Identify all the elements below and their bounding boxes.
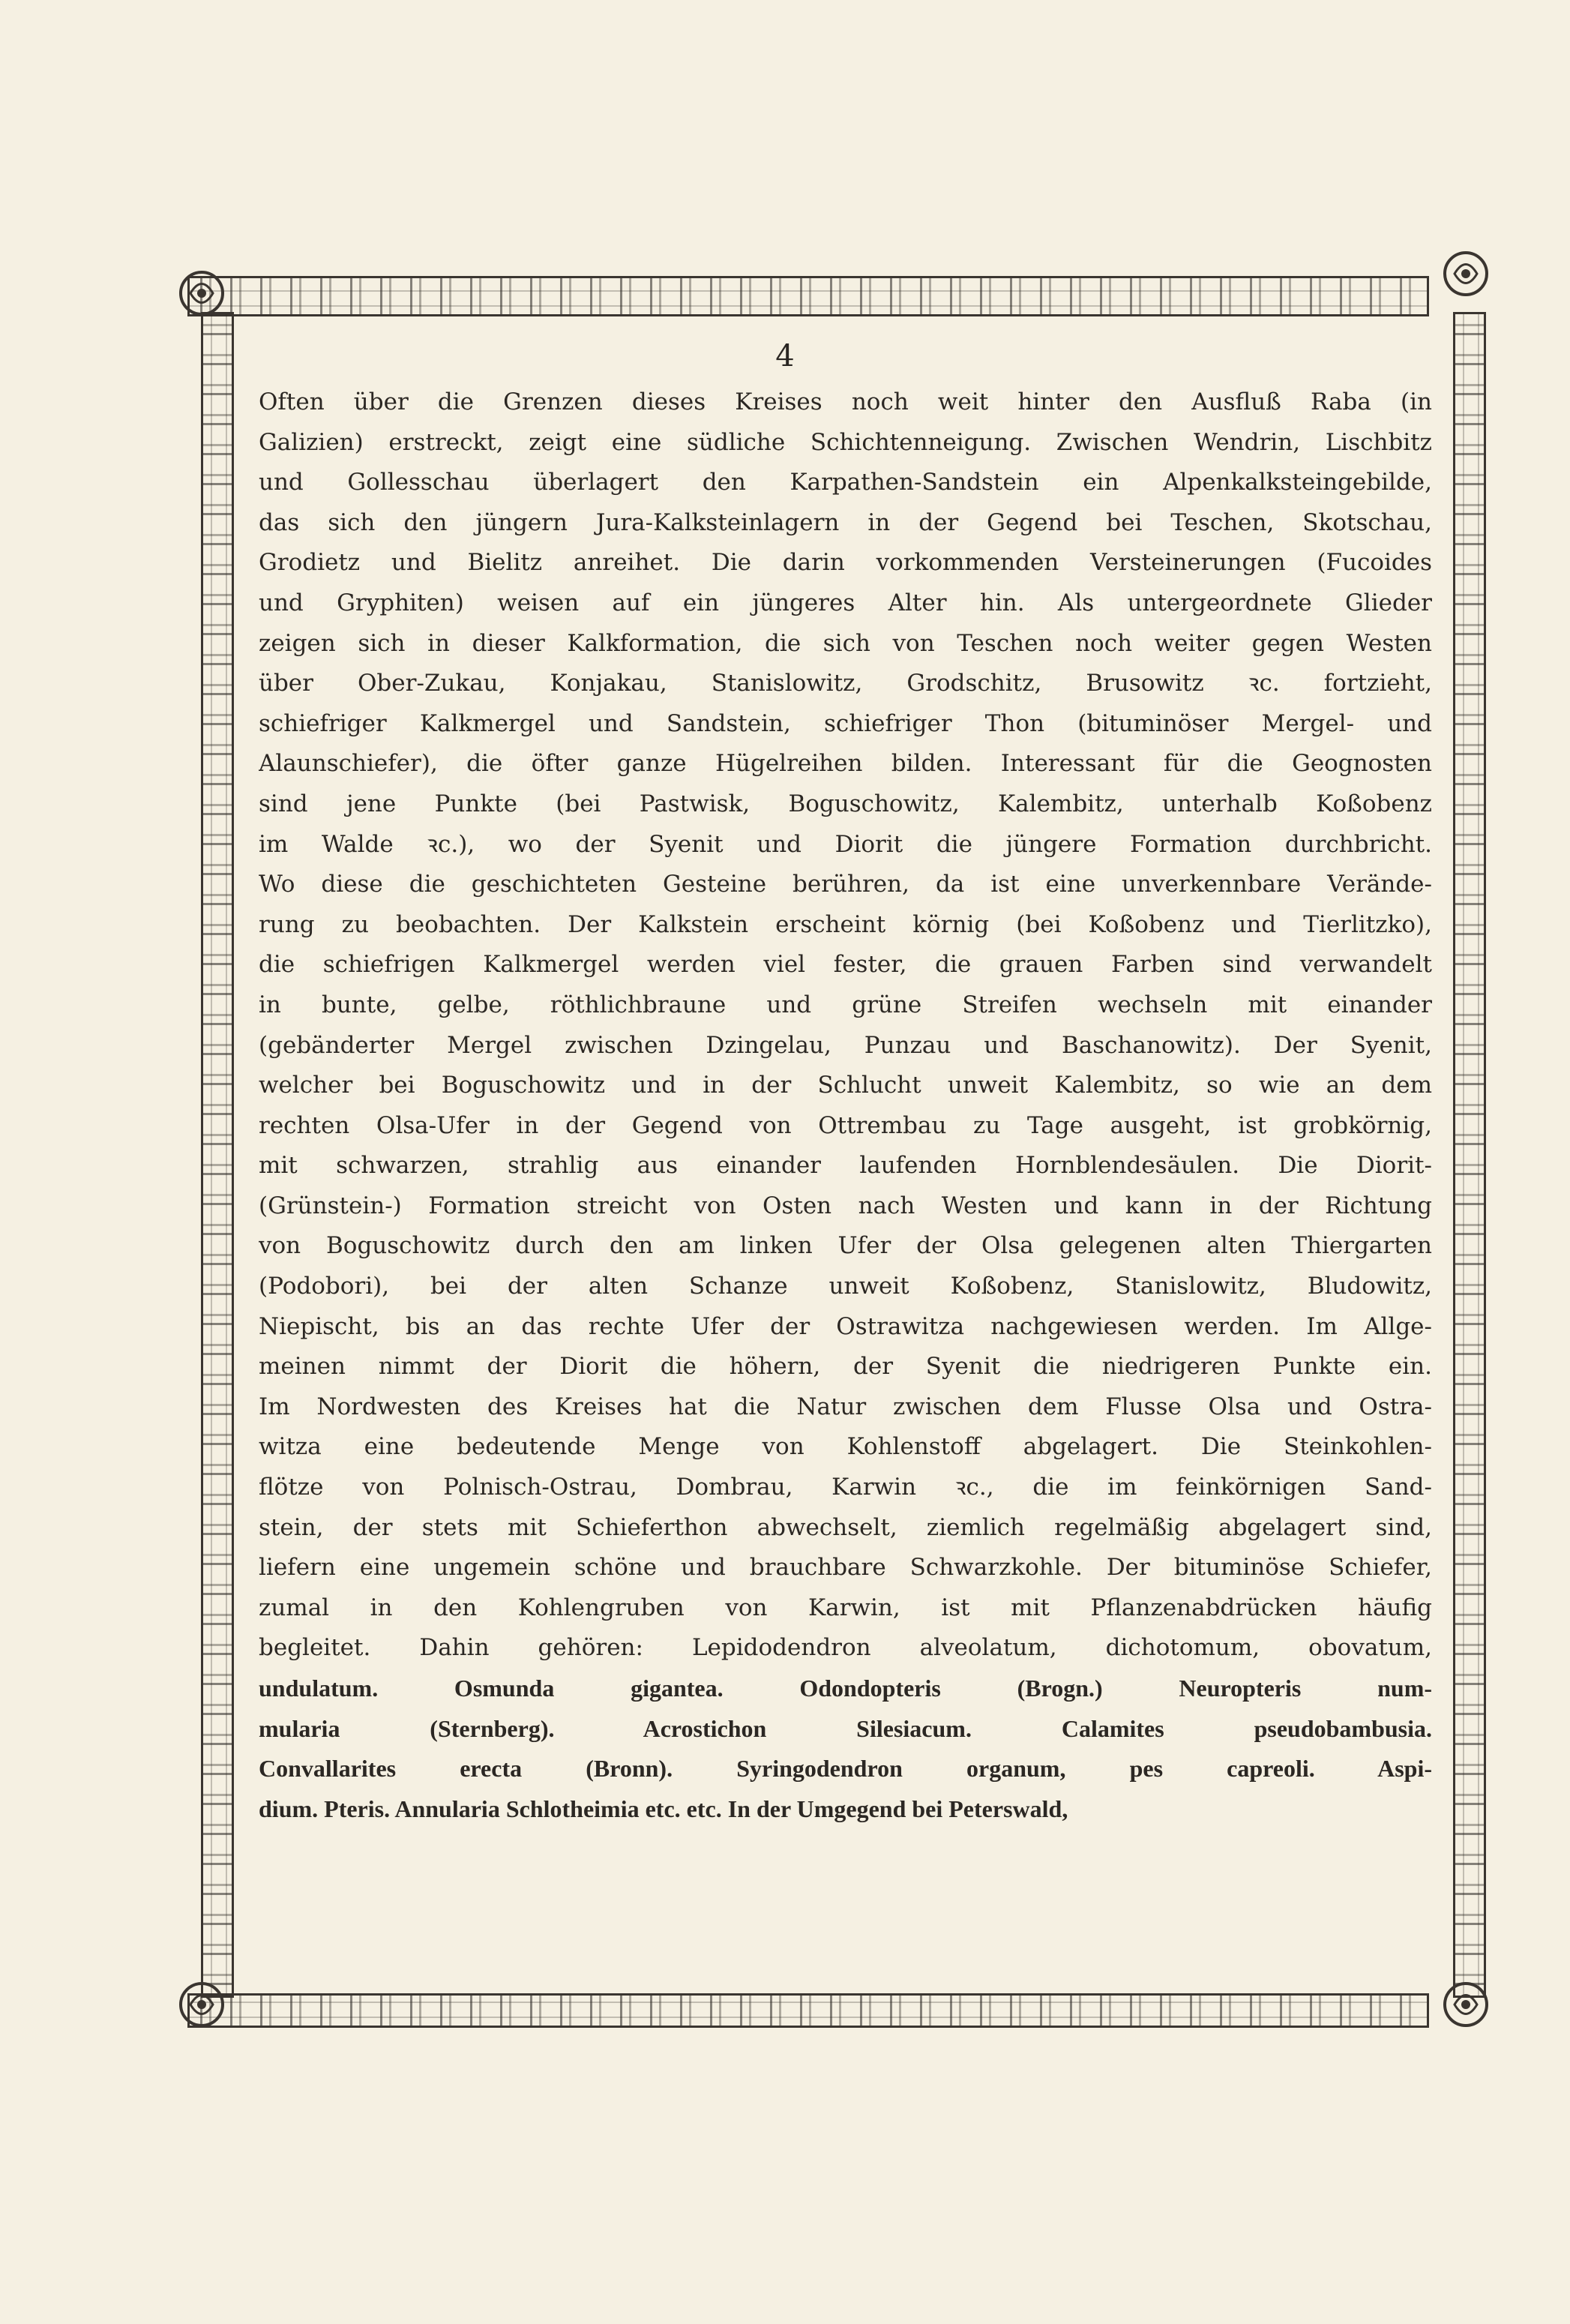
corner-ornament-icon	[1440, 247, 1492, 300]
corner-ornament-icon	[175, 267, 228, 319]
text-line: von Boguschowitz durch den am linken Ufer der Olsa gelegenen alten Thiergarten	[259, 1232, 1432, 1260]
text-line: schiefriger Kalkmergel und Sandstein, schiefriger Thon (bituminöser Mergel- und	[259, 709, 1432, 737]
text-line-latin: Convallarites erecta (Bronn). Syringodendron organum, pes capreoli. Aspi-	[259, 1755, 1432, 1783]
text-line: Alaunschiefer), die öfter ganze Hügelreihen bilden. Interessant für die Geognosten	[259, 750, 1432, 778]
corner-ornament-icon	[175, 1978, 228, 2031]
ornamental-border-bottom	[187, 1993, 1429, 2028]
corner-ornament-icon	[1440, 1978, 1492, 2031]
text-line-latin: dium. Pteris. Annularia Schlotheimia etc. etc. In der Umgegend bei Peterswald,	[259, 1795, 1068, 1822]
text-line: sind jene Punkte (bei Pastwisk, Boguschowitz, Kalembitz, unterhalb Koßobenz	[259, 790, 1432, 817]
text-line: und Gryphiten) weisen auf ein jüngeres Alter hin. Als untergeordnete Glieder	[259, 589, 1432, 616]
page-number: 4	[775, 339, 795, 373]
text-line: die schiefrigen Kalkmergel werden viel fester, die grauen Farben sind verwandelt	[259, 951, 1432, 979]
text-line: (gebänderter Mergel zwischen Dzingelau, Punzau und Baschanowitz). Der Syenit,	[259, 1031, 1432, 1059]
text-line: Galizien) erstreckt, zeigt eine südliche Schichtenneigung. Zwischen Wendrin, Lischbitz	[259, 428, 1432, 456]
text-line: zeigen sich in dieser Kalkformation, die sich von Teschen noch weiter gegen Westen	[259, 629, 1432, 657]
text-line: in bunte, gelbe, röthlichbraune und grüne Streifen wechseln mit einander	[259, 991, 1432, 1018]
text-line: Niepischt, bis an das rechte Ufer der Ostrawitza nachgewiesen werden. Im Allge-	[259, 1312, 1432, 1340]
text-line-latin: undulatum. Osmunda gigantea. Odondopteris (Brogn.) Neuropteris num-	[259, 1675, 1432, 1702]
text-line: liefern eine ungemein schöne und brauchbare Schwarzkohle. Der bituminöse Schiefer,	[259, 1554, 1432, 1582]
body-text	[259, 382, 1432, 1829]
text-line: stein, der stets mit Schieferthon abwechselt, ziemlich regelmäßig abgelagert sind,	[259, 1513, 1432, 1541]
text-line: mit schwarzen, strahlig aus einander laufenden Hornblendesäulen. Die Diorit-	[259, 1152, 1432, 1180]
text-line: Wo diese die geschichteten Gesteine berühren, da ist eine unverkennbare Verände-	[259, 871, 1432, 898]
text-line: flötze von Polnisch-Ostrau, Dombrau, Karwin ꝛc., die im feinkörnigen Sand-	[259, 1474, 1432, 1501]
text-line: über Ober-Zukau, Konjakau, Stanislowitz, Grodschitz, Brusowitz ꝛc. fortzieht,	[259, 670, 1432, 697]
text-line: zumal in den Kohlengruben von Karwin, ist mit Pflanzenabdrücken häufig	[259, 1594, 1432, 1621]
ornamental-border-top	[187, 276, 1429, 316]
text-line: und Gollesschau überlagert den Karpathen-Sandstein ein Alpenkalksteingebilde,	[259, 469, 1432, 496]
text-line: (Grünstein-) Formation streicht von Osten nach Westen und kann in der Richtung	[259, 1192, 1432, 1219]
text-line: welcher bei Boguschowitz und in der Schlucht unweit Kalembitz, so wie an dem	[259, 1072, 1432, 1099]
text-line: meinen nimmt der Diorit die höhern, der Syenit die niedrigeren Punkte ein.	[259, 1353, 1432, 1381]
text-line: rung zu beobachten. Der Kalkstein erscheint körnig (bei Koßobenz und Tierlitzko),	[259, 910, 1432, 938]
text-line: Often über die Grenzen dieses Kreises noch weit hinter den Ausfluß Raba (in	[259, 388, 1432, 415]
text-line-latin: mularia (Sternberg). Acrostichon Silesiacum. Calamites pseudobambusia.	[259, 1714, 1432, 1742]
text-line: Im Nordwesten des Kreises hat die Natur zwischen dem Flusse Olsa und Ostra-	[259, 1393, 1432, 1420]
ornamental-border-left	[201, 312, 234, 1998]
ornamental-border-right	[1453, 312, 1486, 1998]
text-line: rechten Olsa-Ufer in der Gegend von Ottrembau zu Tage ausgeht, ist grobkörnig,	[259, 1111, 1432, 1139]
text-line: das sich den jüngern Jura-Kalksteinlagern in der Gegend bei Teschen, Skotschau,	[259, 508, 1432, 536]
text-line: im Walde ꝛc.), wo der Syenit und Diorit die jüngere Formation durchbricht.	[259, 830, 1432, 858]
text-line: Grodietz und Bielitz anreihet. Die darin vorkommenden Versteinerungen (Fucoides	[259, 549, 1432, 577]
text-line: (Podobori), bei der alten Schanze unweit Koßobenz, Stanislowitz, Bludowitz,	[259, 1273, 1432, 1300]
text-line: witza eine bedeutende Menge von Kohlenstoff abgelagert. Die Steinkohlen-	[259, 1433, 1432, 1461]
text-line: begleitet. Dahin gehören: Lepidodendron alveolatum, dichotomum, obovatum,	[259, 1634, 1432, 1662]
